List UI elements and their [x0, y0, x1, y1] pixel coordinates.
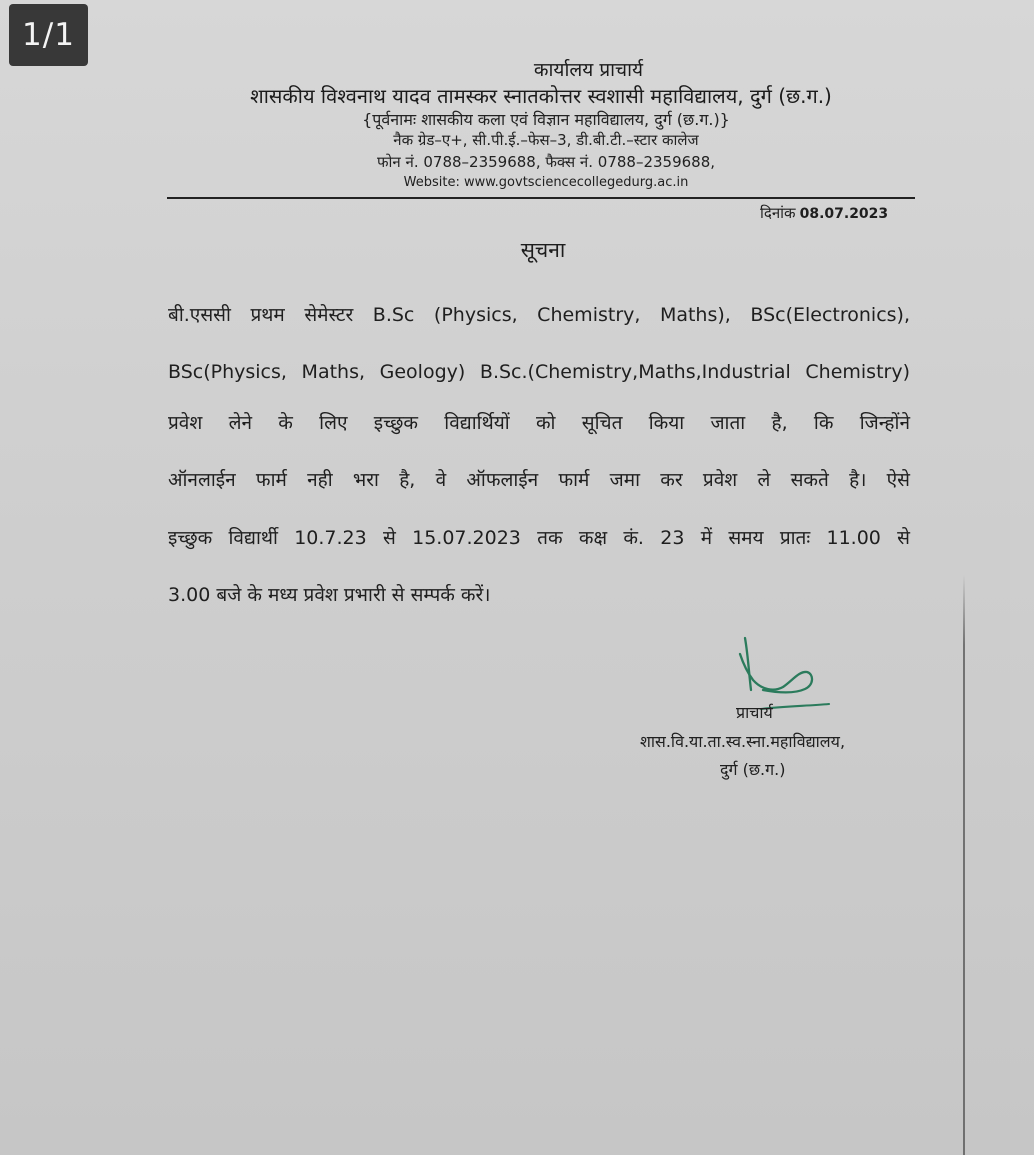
header-divider — [167, 197, 915, 199]
date-value: 08.07.2023 — [799, 206, 889, 222]
page-indicator[interactable]: 1/1 — [9, 4, 88, 66]
notice-line-6: 3.00 बजे के मध्य प्रवेश प्रभारी से सम्पर्क करें। — [168, 584, 491, 606]
website-line: Website: www.govtsciencecollegedurg.ac.in — [403, 175, 689, 190]
date-label: दिनांक — [760, 204, 796, 222]
notice-line-2: BSc(Physics, Maths, Geology) B.Sc.(Chemistry,Maths,Industrial Chemistry) — [168, 361, 910, 383]
letterhead — [168, 58, 914, 192]
accreditation-line: नैक ग्रेड–ए+, सी.पी.ई.–फेस–3, डी.बी.टी.–स्टार कालेज — [393, 131, 699, 149]
signatory-title: प्राचार्य — [736, 703, 773, 722]
notice-line-1: बी.एससी प्रथम सेमेस्टर B.Sc (Physics, Chemistry, Maths), BSc(Electronics), — [168, 304, 910, 326]
notice-line-5: इच्छुक विद्यार्थी 10.7.23 से 15.07.2023 तक कक्ष कं. 23 में समय प्रातः 11.00 से — [168, 527, 910, 549]
notice-title: सूचना — [520, 238, 566, 262]
date-line — [760, 203, 889, 224]
office-title: कार्यालय प्राचार्य — [533, 59, 644, 81]
page-edge-shadow — [963, 575, 965, 1155]
signatory-college: शास.वि.या.ता.स्व.स्ना.महाविद्यालय, — [640, 732, 846, 751]
college-name: शासकीय विश्वनाथ यादव तामस्कर स्नातकोत्तर स्वशासी महाविद्यालय, दुर्ग (छ.ग.) — [250, 84, 832, 108]
notice-line-4: ऑनलाईन फार्म नही भरा है, वे ऑफलाईन फार्म जमा कर प्रवेश ले सकते है। ऐसे — [168, 469, 910, 491]
phone-fax-line: फोन नं. 0788–2359688, फैक्स नं. 0788–2359688, — [376, 153, 716, 171]
notice-line-3: प्रवेश लेने के लिए इच्छुक विद्यार्थियों को सूचित किया जाता है, कि जिन्होंने — [168, 412, 910, 434]
signatory-city: दुर्ग (छ.ग.) — [720, 760, 786, 779]
former-name: {पूर्वनामः शासकीय कला एवं विज्ञान महाविद्यालय, दुर्ग (छ.ग.)} — [362, 110, 730, 129]
